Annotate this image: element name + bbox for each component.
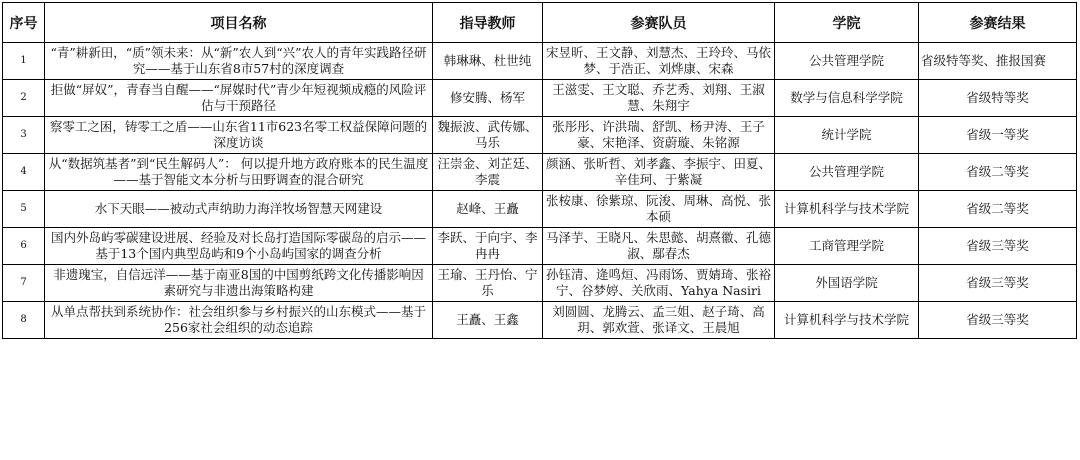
table-row	[3, 117, 1077, 154]
header-index: 序号	[3, 3, 45, 43]
award-result	[919, 228, 1077, 265]
teacher-names: 魏振波、武传娜、马乐	[433, 117, 543, 154]
award-result-text: 省级二等奖	[966, 201, 1029, 216]
teacher-names: 汪崇金、刘芷廷、李震	[433, 154, 543, 191]
award-result-text: 省级三等奖	[966, 312, 1029, 327]
award-result	[919, 302, 1077, 339]
table-row	[3, 228, 1077, 265]
award-result	[919, 80, 1077, 117]
header-project: 项目名称	[45, 3, 433, 43]
college-name: 计算机科学与技术学院	[775, 302, 919, 339]
college-name: 统计学院	[775, 117, 919, 154]
row-index: 3	[3, 117, 45, 154]
member-names: 刘圆圆、龙腾云、孟三姐、赵子琦、高玥、郭欢萱、张译文、王晨旭	[543, 302, 775, 339]
member-names: 张桉康、徐紫琼、阮浚、周琳、高悦、张本硕	[543, 191, 775, 228]
college-name: 外国语学院	[775, 265, 919, 302]
member-names: 颜涵、张昕哲、刘孝鑫、李振宇、田夏、辛佳珂、于紫凝	[543, 154, 775, 191]
teacher-names: 王瑜、王丹怡、宁乐	[433, 265, 543, 302]
award-result	[919, 191, 1077, 228]
member-names: 马泽芋、王晓凡、朱思懿、胡熹徽、孔德淑、鄢春杰	[543, 228, 775, 265]
table-row	[3, 80, 1077, 117]
award-result-text: 省级一等奖	[966, 127, 1029, 142]
project-name: 水下天眼——被动式声纳助力海洋牧场智慧天网建设	[45, 191, 433, 228]
member-names: 宋昱昕、王文静、刘慧杰、王玲玲、马依梦、于浩正、刘烨康、宋森	[543, 43, 775, 80]
college-name: 公共管理学院	[775, 43, 919, 80]
project-name: 拒做“屏奴”，青春当自醒——“屏媒时代”青少年短视频成瘾的风险评估与干预路径	[45, 80, 433, 117]
project-name: 国内外岛屿零碳建设进展、经验及对长岛打造国际零碳岛的启示——基于13个国内典型岛屿和9个小岛屿国家的调查分析	[45, 228, 433, 265]
header-college: 学院	[775, 3, 919, 43]
member-names: 王滋雯、王文聪、乔艺秀、刘翔、王淑慧、朱翔宇	[543, 80, 775, 117]
teacher-names: 李跃、于向宇、李冉冉	[433, 228, 543, 265]
teacher-names: 韩琳琳、杜世纯	[433, 43, 543, 80]
teacher-names: 修安腾、杨军	[433, 80, 543, 117]
table-row	[3, 43, 1077, 80]
member-names: 孙钰清、逄鸣烜、冯雨饧、贾婧琦、张裕宁、谷梦婷、关欣雨、Yahya Nasiri	[543, 265, 775, 302]
header-members: 参赛队员	[543, 3, 775, 43]
awards-table	[2, 2, 1077, 339]
project-name: “青”耕新田，“质”领未来：从“新”农人到“兴”农人的青年实践路径研究——基于山东省8市57村的深度调查	[45, 43, 433, 80]
project-name: 从“数据筑基者”到“民生解码人”： 何以提升地方政府账本的民生温度 ——基于智能文本分析与田野调查的混合研究	[45, 154, 433, 191]
row-index: 1	[3, 43, 45, 80]
row-index: 4	[3, 154, 45, 191]
table-header-row	[3, 3, 1077, 43]
award-result-text: 省级三等奖	[966, 238, 1029, 253]
award-result-text: 省级特等奖、推报国赛	[921, 53, 1047, 68]
college-name: 数学与信息科学学院	[775, 80, 919, 117]
project-name: 从单点帮扶到系统协作：社会组织参与乡村振兴的山东模式——基于256家社会组织的动态追踪	[45, 302, 433, 339]
table-row	[3, 154, 1077, 191]
award-result-text: 省级特等奖	[966, 90, 1029, 105]
college-name: 公共管理学院	[775, 154, 919, 191]
award-result	[919, 265, 1077, 302]
awards-table-wrapper	[2, 2, 1077, 339]
header-teacher: 指导教师	[433, 3, 543, 43]
row-index: 7	[3, 265, 45, 302]
row-index: 8	[3, 302, 45, 339]
header-result: 参赛结果	[919, 3, 1077, 43]
award-result	[919, 154, 1077, 191]
teacher-names: 赵峰、王矗	[433, 191, 543, 228]
award-result-text: 省级三等奖	[966, 275, 1029, 290]
award-result	[919, 43, 1077, 80]
award-result	[919, 117, 1077, 154]
college-name: 工商管理学院	[775, 228, 919, 265]
teacher-names: 王矗、王鑫	[433, 302, 543, 339]
table-row	[3, 302, 1077, 339]
row-index: 5	[3, 191, 45, 228]
table-row	[3, 265, 1077, 302]
row-index: 6	[3, 228, 45, 265]
member-names: 张彤彤、许洪瑞、舒凯、杨尹涛、王子豪、宋艳泽、资蔚璇、朱铭源	[543, 117, 775, 154]
college-name: 计算机科学与技术学院	[775, 191, 919, 228]
award-result-text: 省级二等奖	[966, 164, 1029, 179]
project-name: 察零工之困，铸零工之盾——山东省11市623名零工权益保障问题的深度访谈	[45, 117, 433, 154]
project-name: 非遗瑰宝，自信远洋——基于南亚8国的中国剪纸跨文化传播影响因素研究与非遗出海策略构建	[45, 265, 433, 302]
table-row	[3, 191, 1077, 228]
row-index: 2	[3, 80, 45, 117]
